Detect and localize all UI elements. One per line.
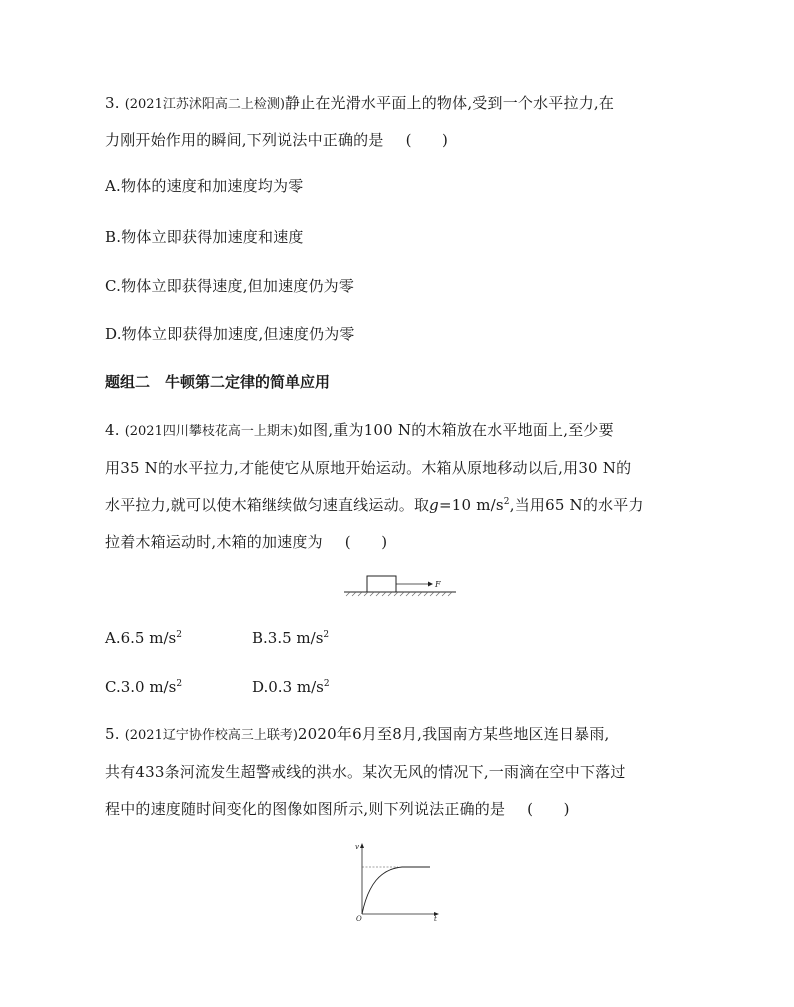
q4-text-1: 如图,重为100 N的木箱放在水平地面上,至少要 <box>297 421 614 439</box>
q4-line-1 <box>105 420 614 442</box>
q3-option-c: C.物体立即获得速度,但加速度仍为零 <box>105 277 355 295</box>
q4-line-3 <box>105 495 644 515</box>
wooden-box <box>367 576 396 592</box>
q4-option-b-text: B.3.5 m/s <box>252 629 324 647</box>
q4-text-3-post: ,当用65 N的水平力 <box>509 496 644 514</box>
q4-line-4 <box>105 532 387 552</box>
q4-option-a <box>105 628 182 648</box>
q3-text-1: 静止在光滑水平面上的物体,受到一个水平拉力,在 <box>284 94 615 112</box>
q5-source: (2021辽宁协作校高三上联考) <box>124 728 298 743</box>
q3-answer-bracket: ( ) <box>405 131 449 149</box>
force-arrow-head <box>428 582 433 587</box>
ground-hatching <box>346 592 452 596</box>
q4-text-4: 拉着木箱运动时,木箱的加速度为 <box>105 533 323 551</box>
q5-line-2: 共有433条河流发生超警戒线的洪水。某次无风的情况下,一雨滴在空中下落过 <box>105 763 626 781</box>
force-label: F <box>435 580 441 589</box>
q4-answer-bracket: ( ) <box>344 533 388 551</box>
q5-number: 5. <box>105 725 120 743</box>
x-axis-label: t <box>434 915 437 923</box>
q4-source: (2021四川攀枝花高一上期末) <box>124 424 298 439</box>
q4-option-a-exp: 2 <box>176 630 182 640</box>
q4-g-value: =10 m/s <box>438 496 504 514</box>
q4-box-figure <box>340 570 460 602</box>
q4-option-d-exp: 2 <box>323 679 330 689</box>
q3-source: (2021江苏沭阳高二上检测) <box>124 97 285 112</box>
section-title: 题组二 牛顿第二定律的简单应用 <box>105 373 331 391</box>
q4-option-c-text: C.3.0 m/s <box>105 678 177 696</box>
q4-option-c <box>105 677 182 697</box>
q4-option-d-text: D.0.3 m/s <box>252 678 324 696</box>
q4-option-b-exp: 2 <box>323 630 330 640</box>
q5-vt-graph <box>350 840 450 922</box>
q3-line-2 <box>105 130 448 150</box>
q3-line-1 <box>105 93 614 115</box>
q4-line-2: 用35 N的水平拉力,才能使它从原地开始运动。木箱从原地移动以后,用30 N的 <box>105 459 632 477</box>
q4-text-3-pre: 水平拉力,就可以使木箱继续做匀速直线运动。取 <box>105 496 430 514</box>
q4-option-c-exp: 2 <box>176 679 183 689</box>
q3-option-b: B.物体立即获得加速度和速度 <box>105 228 304 246</box>
q5-answer-bracket: ( ) <box>527 800 570 818</box>
q4-g-exponent: 2 <box>503 497 510 507</box>
y-axis-label: v <box>355 843 359 851</box>
q4-option-d <box>252 677 330 697</box>
y-axis-arrow <box>360 843 364 848</box>
q5-text-1: 2020年6月至8月,我国南方某些地区连日暴雨, <box>297 725 610 743</box>
q3-number: 3. <box>105 94 120 112</box>
velocity-curve <box>362 867 430 914</box>
q4-option-a-text: A.6.5 m/s <box>105 629 177 647</box>
q5-line-3 <box>105 799 570 819</box>
q3-text-2: 力刚开始作用的瞬间,下列说法中正确的是 <box>105 131 384 149</box>
q4-number: 4. <box>105 421 120 439</box>
q4-option-b <box>252 628 329 648</box>
q3-option-a: A.物体的速度和加速度均为零 <box>105 177 304 195</box>
q4-g-symbol: g <box>429 496 439 514</box>
origin-label: O <box>356 915 362 923</box>
q5-text-3: 程中的速度随时间变化的图像如图所示,则下列说法正确的是 <box>105 800 506 818</box>
q3-option-d: D.物体立即获得加速度,但速度仍为零 <box>105 325 355 343</box>
q5-line-1 <box>105 724 610 746</box>
